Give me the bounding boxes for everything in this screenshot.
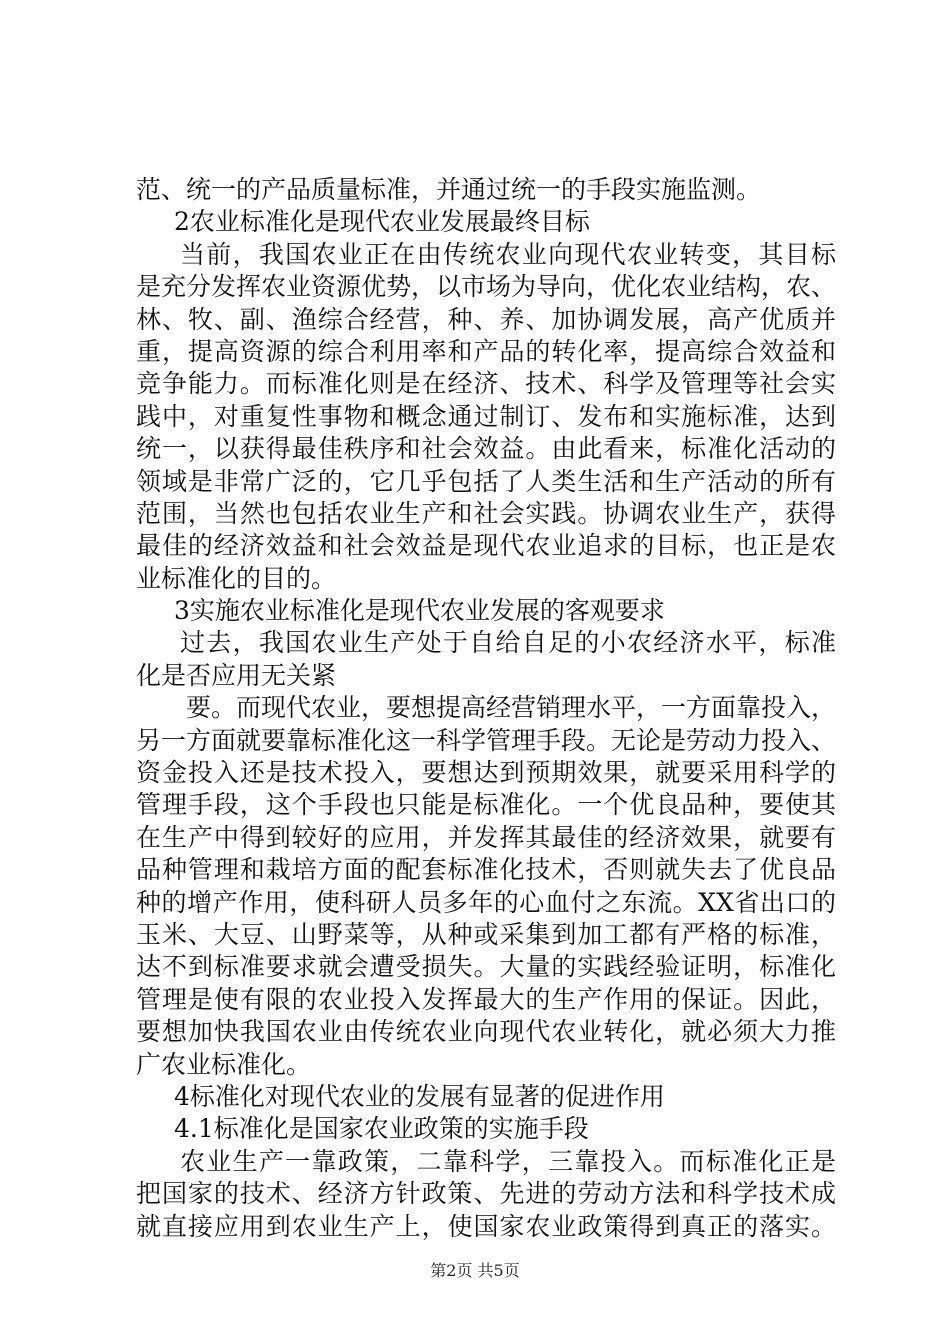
section-heading: 3实施农业标准化是现代农业发展的客观要求 [174,596,665,626]
text-line: 另一方面就要靠标准化这一科学管理手段。无论是劳动力投入、 [136,725,836,755]
paragraph-continuation-line: 要。而现代农业，要想提高经营销理水平，一方面靠投入， [186,693,836,723]
paragraph-first-line: 农业生产一靠政策，二靠科学，三靠投入。而标准化正是 [180,1146,836,1176]
text-line: 统一，以获得最佳秩序和社会效益。由此看来，标准化活动的 [136,434,836,464]
text-line: 重，提高资源的综合利用率和产品的转化率，提高综合效益和 [136,336,836,366]
text-line: 资金投入还是技术投入，要想达到预期效果，就要采用科学的 [136,758,836,788]
paragraph-first-line: 当前，我国农业正在由传统农业向现代农业转变，其目标 [180,239,836,269]
text-line: 在生产中得到较好的应用，并发挥其最佳的经济效果，就要有 [136,822,836,852]
paragraph-first-line: 过去，我国农业生产处于自给自足的小农经济水平，标准 [180,628,836,658]
page-number-footer: 第2页 共5页 [430,1261,520,1280]
text-line: 品种管理和栽培方面的配套标准化技术，否则就失去了优良品 [136,855,836,885]
text-line: 种的增产作用，使科研人员多年的心血付之东流。XX省出口的 [136,887,836,917]
text-line: 践中，对重复性事物和概念通过制订、发布和实施标准，达到 [136,401,836,431]
section-heading: 4标准化对现代农业的发展有显著的促进作用 [174,1081,665,1111]
text-line: 管理是使有限的农业投入发挥最大的生产作用的保证。因此， [136,984,836,1014]
text-line: 林、牧、副、渔综合经营，种、养、加协调发展，高产优质并 [136,304,836,334]
text-line: 最佳的经济效益和社会效益是现代农业追求的目标，也正是农 [136,531,836,561]
subsection-heading: 4.1标准化是国家农业政策的实施手段 [174,1114,589,1144]
text-line: 范围，当然也包括农业生产和社会实践。协调农业生产，获得 [136,498,836,528]
section-heading: 2农业标准化是现代农业发展最终目标 [174,207,590,237]
text-line: 业标准化的目的。 [136,563,337,593]
text-line: 就直接应用到农业生产上，使国家农业政策得到真正的落实。 [136,1211,836,1241]
document-body [136,174,836,1243]
text-line: 要想加快我国农业由传统农业向现代农业转化，就必须大力推 [136,1017,836,1047]
text-line: 领域是非常广泛的，它几乎包括了人类生活和生产活动的所有 [136,466,836,496]
text-line: 达不到标准要求就会遭受损失。大量的实践经验证明，标准化 [136,952,836,982]
text-line: 范、统一的产品质量标准，并通过统一的手段实施监测。 [136,175,762,204]
text-line: 化是否应用无关紧 [136,660,337,690]
text-line: 把国家的技术、经济方针政策、先进的劳动方法和科学技术成 [136,1179,836,1209]
text-line: 玉米、大豆、山野菜等，从种或采集到加工都有严格的标准， [136,919,836,949]
text-line: 竞争能力。而标准化则是在经济、技术、科学及管理等社会实 [136,369,836,399]
text-line: 管理手段，这个手段也只能是标准化。一个优良品种，要使其 [136,790,836,820]
text-line: 广农业标准化。 [136,1049,312,1079]
text-line: 是充分发挥农业资源优势，以市场为导向，优化农业结构，农、 [136,272,836,302]
